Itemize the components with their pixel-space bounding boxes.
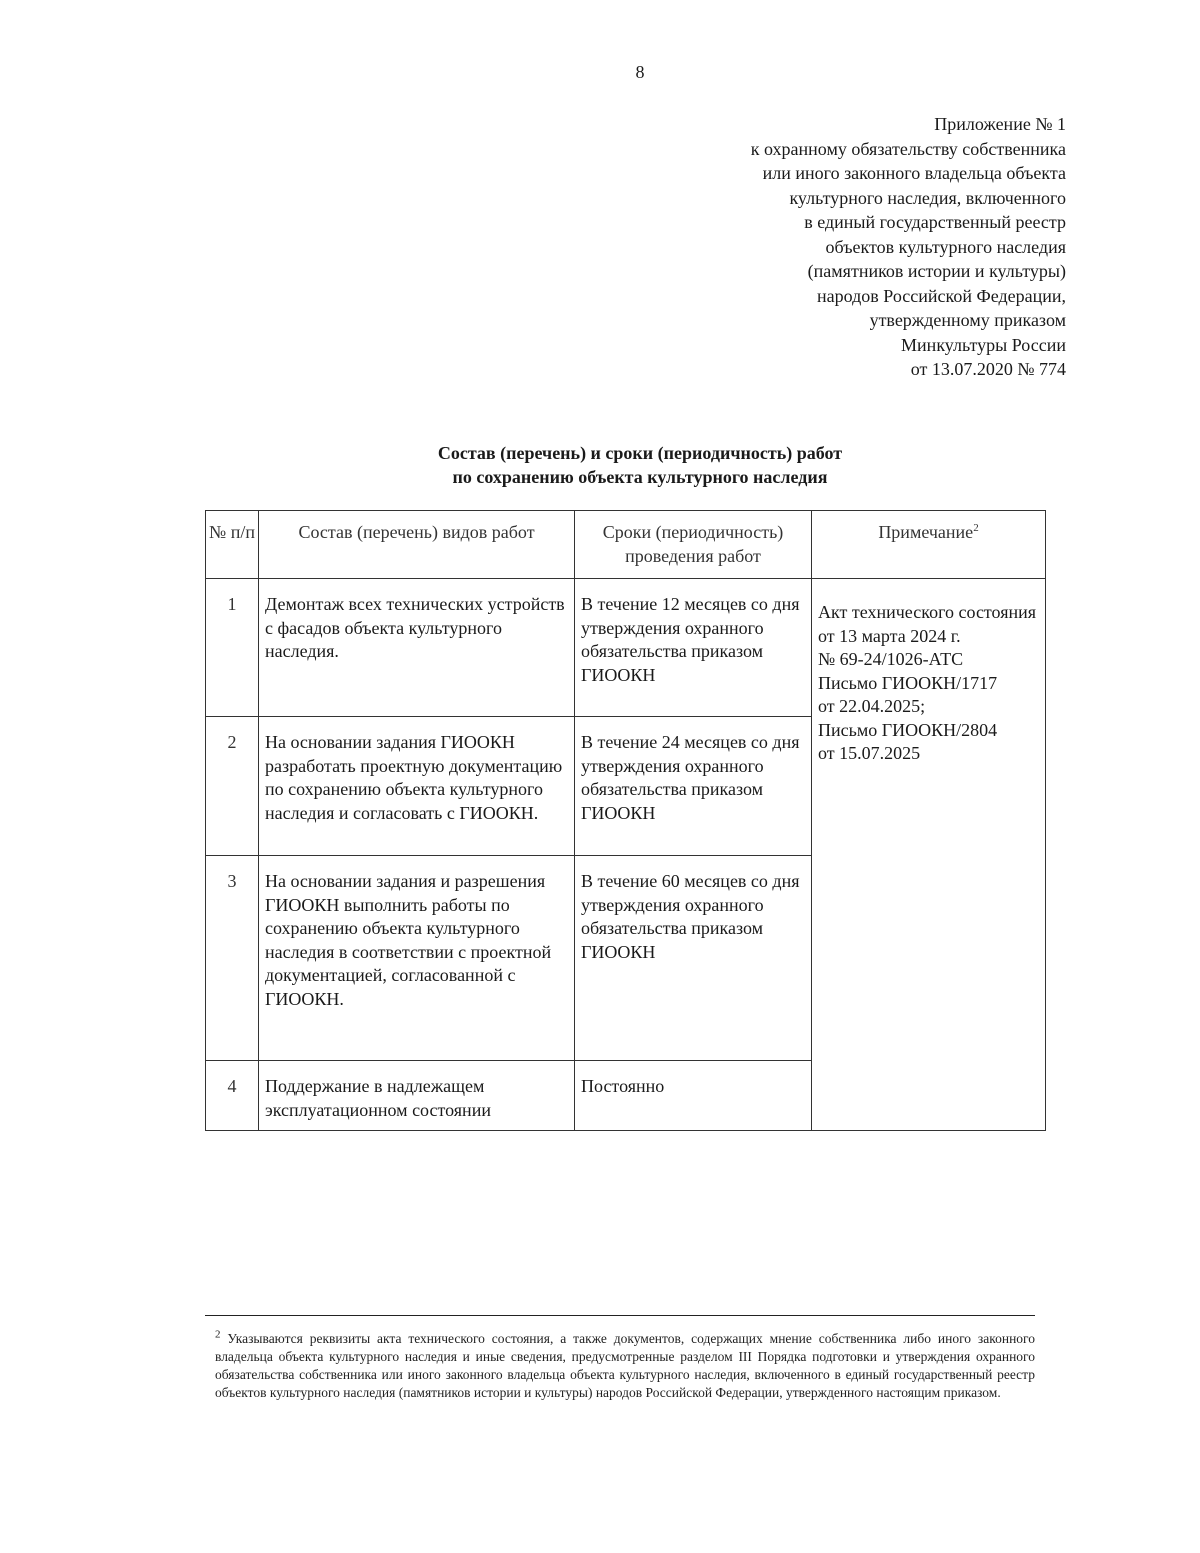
appendix-line: от 13.07.2020 № 774 — [910, 359, 1066, 379]
document-title — [0, 441, 1200, 489]
row-work: Поддержание в надлежащем эксплуатационном состоянии — [259, 1061, 575, 1131]
note-line: от 15.07.2025 — [818, 743, 921, 763]
table-row — [206, 579, 1046, 717]
table-header-row — [206, 511, 1046, 579]
row-term: В течение 60 месяцев со дня утверждения охранного обязательства приказом ГИООКН — [575, 856, 812, 1061]
note-line: Письмо ГИООКН/1717 — [818, 672, 998, 693]
appendix-line: в единый государственный реестр — [804, 212, 1066, 232]
row-term: В течение 24 месяцев со дня утверждения охранного обязательства приказом ГИООКН — [575, 717, 812, 856]
title-line-2: по сохранению объекта культурного наследия — [452, 467, 828, 487]
footnote — [215, 1330, 1035, 1402]
appendix-line: к охранному обязательству собственника — [750, 138, 1066, 159]
header-note — [812, 511, 1046, 579]
page-number: 8 — [635, 62, 645, 82]
footnote-divider — [205, 1315, 1035, 1316]
works-table — [205, 510, 1046, 1131]
footnote-text: Указываются реквизиты акта технического состояния, а также документов, содержащих мнение собственника либо иного законного владельца объекта культурного наследия и иные сведения, предусмотренные разделом III Порядка подготовки и утверждения охранного обязательства собственника или иного законного владельца объекта культурного наследия, включенного в единый государственный реестр объектов культурного наследия (памятников истории и культуры) народов Российской Федерации, утвержденного настоящим приказом. — [215, 1331, 1035, 1400]
row-number: 2 — [206, 717, 259, 856]
row-number: 3 — [206, 856, 259, 1061]
title-line-1: Состав (перечень) и сроки (периодичность) работ — [437, 443, 843, 463]
note-line: Акт технического состояния — [818, 602, 1037, 622]
row-work: На основании задания и разрешения ГИООКН выполнить работы по сохранению объекта культурного наследия в соответствии с проектной документацией, согласованной с ГИООКН. — [259, 856, 575, 1061]
appendix-header — [751, 112, 1066, 382]
header-note-footnote-ref: 2 — [973, 522, 979, 534]
appendix-line: культурного наследия, включенного — [789, 187, 1066, 208]
note-line: Письмо ГИООКН/2804 — [818, 719, 998, 740]
row-number: 4 — [206, 1061, 259, 1131]
note-cell — [812, 579, 1046, 1131]
row-work: На основании задания ГИООКН разработать проектную документацию по сохранению объекта культурного наследия и согласовать с ГИООКН. — [259, 717, 575, 856]
header-number: № п/п — [206, 511, 259, 579]
note-line: № 69-24/1026-АТС — [818, 649, 964, 669]
appendix-line: объектов культурного наследия — [825, 236, 1066, 257]
note-line: от 13 марта 2024 г. — [818, 625, 961, 646]
appendix-line: народов Российской Федерации, — [817, 285, 1066, 306]
header-term: Сроки (периодичность) проведения работ — [575, 511, 812, 579]
appendix-line: Приложение № 1 — [934, 114, 1066, 134]
appendix-line: утвержденному приказом — [869, 310, 1066, 330]
row-work: Демонтаж всех технических устройств с фасадов объекта культурного наследия. — [259, 579, 575, 717]
footnote-marker: 2 — [215, 1328, 221, 1341]
appendix-line: (памятников истории и культуры) — [807, 261, 1066, 281]
header-work: Состав (перечень) видов работ — [259, 511, 575, 579]
row-term: В течение 12 месяцев со дня утверждения охранного обязательства приказом ГИООКН — [575, 579, 812, 717]
appendix-line: Минкультуры России — [901, 334, 1066, 355]
row-number: 1 — [206, 579, 259, 717]
header-note-label: Примечание — [878, 522, 974, 542]
appendix-line: или иного законного владельца объекта — [762, 163, 1066, 183]
row-term: Постоянно — [575, 1061, 812, 1131]
note-line: от 22.04.2025; — [818, 696, 926, 716]
